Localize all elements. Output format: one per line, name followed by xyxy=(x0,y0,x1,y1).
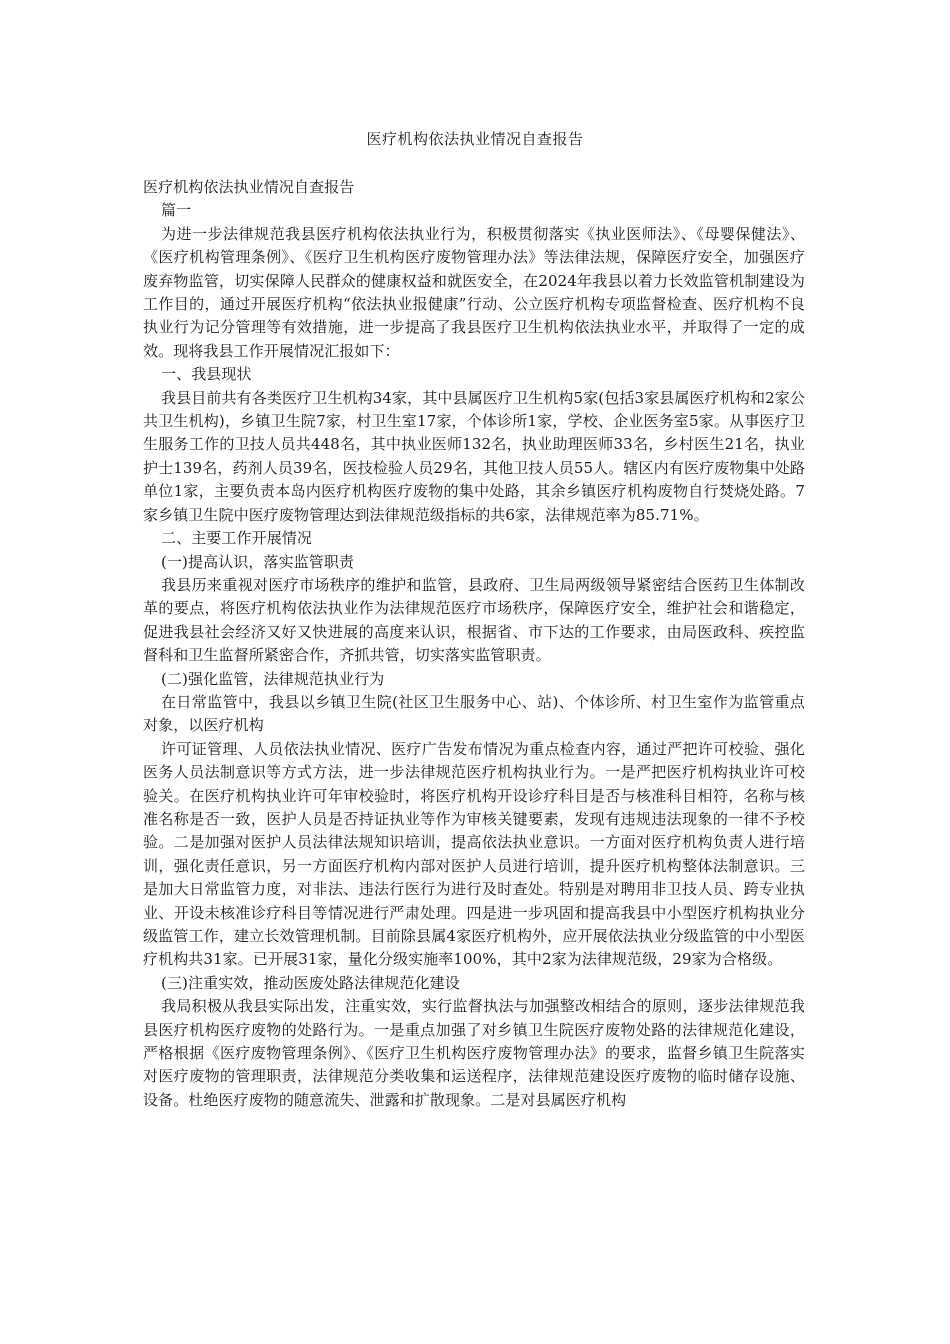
page-title: 医疗机构依法执业情况自查报告 xyxy=(366,130,584,148)
supervision-detail-paragraph: 许可证管理、人员依法执业情况、医疗广告发布情况为重点检查内容，通过严把许可校验、强化医务人员法制意识等方式方法，进一步法律规范医疗机构执业行为。一是严把医疗机构执业许可校验关。在医疗机构执业许可年审校验时，将医疗机构开设诊疗科目是否与核准科目相符，名称与核准名称是否一致，医护人员是否持证执业等作为审核关键要素，发现有违规违法现象的一律不予校验。二是加强对医护人员法律法规知识培训，提高依法执业意识。一方面对医疗机构负责人进行培训，强化责任意识，另一方面医疗机构内部对医护人员进行培训，提升医疗机构整体法制意识。三是加大日常监管力度，对非法、违法行医行为进行及时查处。特别是对聘用非卫技人员、跨专业执业、开设未核准诊疗科目等情况进行严肃处理。四是进一步巩固和提高我县中小型医疗机构执业分级监管工作，建立长效管理机制。目前除县属4家医疗机构外，应开展依法执业分级监管的中小型医疗机构共31家。已开展31家，量化分级实施率100%，其中2家为法律规范级，29家为合格级。 xyxy=(143,739,805,969)
document-body xyxy=(143,176,805,1112)
section-label-paragraph: 篇一 xyxy=(161,201,192,220)
heading-main-work: 二、主要工作开展情况 xyxy=(161,529,313,548)
subheading-waste: (三)注重实效，推动医废处路法律规范化建设 xyxy=(161,973,460,992)
subheading-supervision: (二)强化监管，法律规范执业行为 xyxy=(161,669,385,688)
waste-paragraph: 我局积极从我县实际出发，注重实效，实行监督执法与加强整改相结合的原则，逐步法律规范我县医疗机构医疗废物的处路行为。一是重点加强了对乡镇卫生院医疗废物处路的法律规范化建设，严格根据《医疗废物管理条例》、《医疗卫生机构医疗废物管理办法》的要求，监督乡镇卫生院落实对医疗废物的管理职责，法律规范分类收集和运送程序，法律规范建设医疗废物的临时储存设施、设备。杜绝医疗废物的随意流失、泄露和扩散现象。二是对县属医疗机构 xyxy=(143,997,805,1109)
awareness-paragraph: 我县历来重视对医疗市场秩序的维护和监管，县政府、卫生局两级领导紧密结合医药卫生体制改革的要点，将医疗机构依法执业作为法律规范医疗市场秩序，保障医疗安全，维护社会和谐稳定，促进我县社会经济又好又快进展的高度来认识，根据省、市下达的工作要求，由局医政科、疾控监督科和卫生监督所紧密合作，齐抓共管，切实落实监管职责。 xyxy=(143,575,805,665)
status-paragraph: 我县目前共有各类医疗卫生机构34家，其中县属医疗卫生机构5家(包括3家县属医疗机构和2家公共卫生机构)，乡镇卫生院7家，村卫生室17家，个体诊所1家，学校、企业医务室5家。从事医疗卫生服务工作的卫技人员共448名，其中执业医师132名，执业助理医师33名，乡村医生21名，执业护士139名，药剂人员39名，医技检验人员29名，其他卫技人员55人。辖区内有医疗废物集中处路单位1家，主要负责本岛内医疗机构医疗废物的集中处路，其余乡镇医疗机构废物自行焚烧处路。7家乡镇卫生院中医疗废物管理达到法律规范级指标的共6家，法律规范率为85.71%。 xyxy=(143,388,805,524)
subtitle-paragraph: 医疗机构依法执业情况自查报告 xyxy=(143,178,355,196)
intro-paragraph: 为进一步法律规范我县医疗机构依法执业行为，积极贯彻落实《执业医师法》、《母婴保健法》、《医疗机构管理条例》、《医疗卫生机构医疗废物管理办法》等法律法规，保障医疗安全，加强医疗废弃物监管，切实保障人民群众的健康权益和就医安全，在2024年我县以着力长效监管机制建设为工作目的，通过开展医疗机构“依法执业报健康”行动、公立医疗机构专项监督检查、医疗机构不良执业行为记分管理等有效措施，进一步提高了我县医疗卫生机构依法执业水平，并取得了一定的成效。现将我县工作开展情况汇报如下： xyxy=(143,224,805,360)
supervision-paragraph: 在日常监管中，我县以乡镇卫生院(社区卫生服务中心、站)、个体诊所、村卫生室作为监管重点对象，以医疗机构 xyxy=(143,692,805,735)
heading-current-status: 一、我县现状 xyxy=(161,365,252,384)
subheading-awareness: (一)提高认识，落实监管职责 xyxy=(161,552,355,571)
